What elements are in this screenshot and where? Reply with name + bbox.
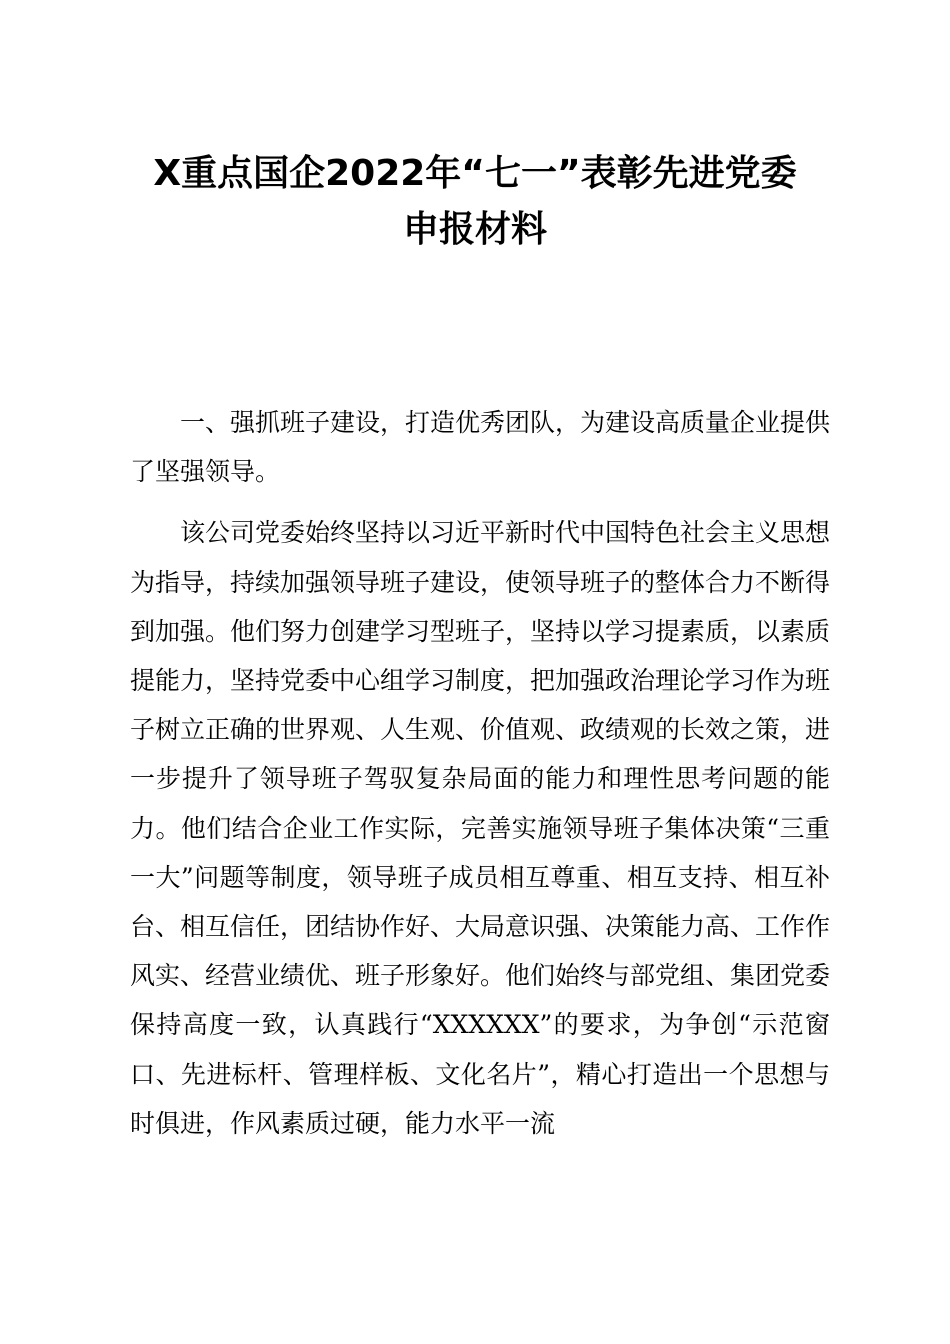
document-body	[130, 398, 830, 1148]
document-title	[100, 146, 850, 258]
title-line-1: X重点国企2022年“七一”表彰先进党委	[153, 153, 797, 194]
title-line-2: 申报材料	[402, 209, 547, 250]
section-heading-paragraph: 一、强抓班子建设，打造优秀团队，为建设高质量企业提供了坚强领导。	[130, 408, 831, 487]
body-paragraph: 该公司党委始终坚持以习近平新时代中国特色社会主义思想为指导，持续加强领导班子建设，使领导班子的整体合力不断得到加强。他们努力创建学习型班子，坚持以学习提素质，以素质提能力，坚持党委中心组学习制度，把加强政治理论学习作为班子树立正确的世界观、人生观、价值观、政绩观的长效之策，进一步提升了领导班子驾驭复杂局面的能力和理性思考问题的能力。他们结合企业工作实际，完善实施领导班子集体决策“三重一大”问题等制度，领导班子成员相互尊重、相互支持、相互补台、相互信任，团结协作好、大局意识强、决策能力高、工作作风实、经营业绩优、班子形象好。他们始终与部党组、集团党委保持高度一致，认真践行“XXXXXX”的要求，为争创“示范窗口、先进标杆、管理样板、文化名片”，精心打造出一个思想与时俱进，作风素质过硬，能力水平一流	[130, 518, 831, 1138]
